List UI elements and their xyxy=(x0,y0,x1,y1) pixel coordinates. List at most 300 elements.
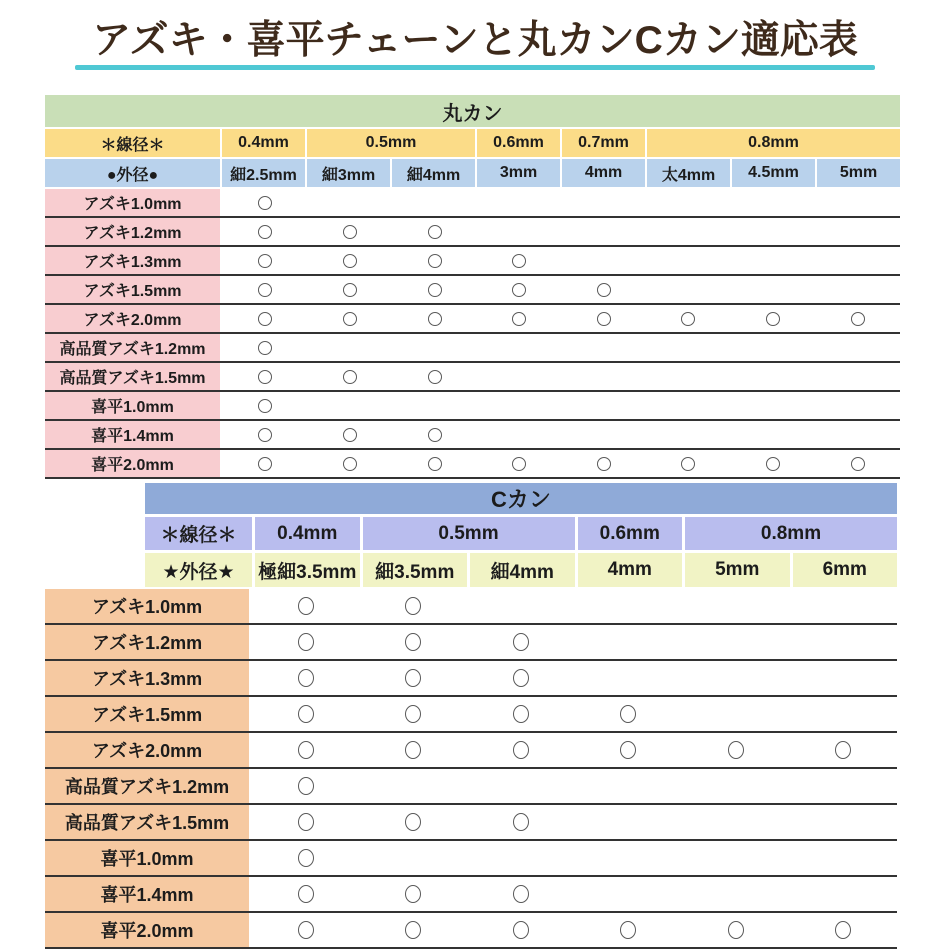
maru-kan-cell xyxy=(392,392,477,419)
c-kan-cell xyxy=(790,769,898,803)
maru-kan-cell xyxy=(223,189,308,216)
c-kan-cell xyxy=(790,589,898,623)
compat-mark-circle-icon xyxy=(513,813,529,831)
compat-mark-circle-icon xyxy=(298,813,314,831)
compat-mark-circle-icon xyxy=(298,921,314,939)
compat-mark-circle-icon xyxy=(681,457,695,471)
c-kan-outer-cell: 5mm xyxy=(685,553,790,587)
maru-kan-outer-cell: 4.5mm xyxy=(732,159,815,187)
maru-kan-row-cells xyxy=(223,189,900,216)
compat-mark-circle-icon xyxy=(298,741,314,759)
c-kan-cell xyxy=(682,769,790,803)
maru-kan-row-label: 高品質アズキ1.2mm xyxy=(45,334,220,361)
compat-mark-circle-icon xyxy=(405,705,421,723)
c-kan-cell xyxy=(360,841,468,875)
maru-kan-row-cells xyxy=(223,276,900,303)
maru-kan-outer-cell: 細4mm xyxy=(392,159,475,187)
maru-kan-cell xyxy=(815,450,900,477)
compat-mark-circle-icon xyxy=(597,283,611,297)
compat-mark-circle-icon xyxy=(766,312,780,326)
compat-mark-circle-icon xyxy=(298,705,314,723)
maru-kan-cell xyxy=(477,421,562,448)
maru-kan-row-cells xyxy=(223,247,900,274)
compat-mark-circle-icon xyxy=(428,428,442,442)
compat-mark-circle-icon xyxy=(343,225,357,239)
maru-kan-cell xyxy=(731,334,816,361)
c-kan-wire-label: ＊線径＊ xyxy=(145,517,252,550)
c-kan-cell xyxy=(360,661,468,695)
maru-kan-row-label: アズキ1.3mm xyxy=(45,247,220,274)
c-kan-outer-label: ★外径★ xyxy=(145,553,252,587)
compat-mark-circle-icon xyxy=(343,370,357,384)
c-kan-wire-diameter-row xyxy=(145,517,897,550)
maru-kan-cell xyxy=(562,218,647,245)
compat-mark-circle-icon xyxy=(835,921,851,939)
c-kan-row-cells xyxy=(252,625,897,659)
maru-kan-cell xyxy=(223,305,308,332)
maru-kan-row-cells xyxy=(223,363,900,390)
c-kan-cell xyxy=(467,589,575,623)
compat-mark-circle-icon xyxy=(258,428,272,442)
maru-kan-cell xyxy=(815,363,900,390)
c-kan-cell xyxy=(360,805,468,839)
c-kan-cell xyxy=(575,625,683,659)
c-kan-cell xyxy=(575,805,683,839)
maru-kan-cell xyxy=(223,363,308,390)
maru-kan-cell xyxy=(815,392,900,419)
c-kan-outer-cell: 極細3.5mm xyxy=(255,553,360,587)
c-kan-table-title: Cカン xyxy=(145,483,897,514)
c-kan-cell xyxy=(575,877,683,911)
compat-mark-circle-icon xyxy=(258,196,272,210)
compat-mark-circle-icon xyxy=(681,312,695,326)
maru-kan-wire-label: ＊線径＊ xyxy=(45,129,220,157)
maru-kan-cell xyxy=(562,392,647,419)
maru-kan-cell xyxy=(308,276,393,303)
maru-kan-cell xyxy=(562,276,647,303)
maru-kan-cell xyxy=(308,218,393,245)
c-kan-wire-cell: 0.4mm xyxy=(255,517,360,550)
maru-kan-row xyxy=(45,305,900,334)
c-kan-cell xyxy=(360,913,468,947)
maru-kan-cell xyxy=(731,363,816,390)
c-kan-row-cells xyxy=(252,877,897,911)
maru-kan-cell xyxy=(477,305,562,332)
c-kan-row xyxy=(45,625,897,661)
maru-kan-row-cells xyxy=(223,421,900,448)
maru-kan-cell xyxy=(308,363,393,390)
maru-kan-outer-cell: 4mm xyxy=(562,159,645,187)
maru-kan-row-cells xyxy=(223,305,900,332)
compat-mark-circle-icon xyxy=(405,633,421,651)
compat-mark-circle-icon xyxy=(513,741,529,759)
compat-mark-circle-icon xyxy=(343,428,357,442)
compat-mark-circle-icon xyxy=(428,283,442,297)
c-kan-cell xyxy=(252,841,360,875)
c-kan-cell xyxy=(575,697,683,731)
compat-mark-circle-icon xyxy=(298,669,314,687)
maru-kan-row xyxy=(45,247,900,276)
compat-mark-circle-icon xyxy=(258,370,272,384)
maru-kan-cell xyxy=(392,218,477,245)
maru-kan-row-cells xyxy=(223,392,900,419)
maru-kan-cell xyxy=(731,218,816,245)
maru-kan-cell xyxy=(815,305,900,332)
c-kan-cell xyxy=(467,769,575,803)
c-kan-cell xyxy=(790,913,898,947)
maru-kan-row xyxy=(45,334,900,363)
compat-mark-circle-icon xyxy=(512,312,526,326)
c-kan-outer-cell: 細4mm xyxy=(470,553,575,587)
maru-kan-cell xyxy=(392,189,477,216)
maru-kan-cell xyxy=(731,392,816,419)
c-kan-cell xyxy=(252,805,360,839)
maru-kan-cell xyxy=(223,247,308,274)
c-kan-row-label: 高品質アズキ1.5mm xyxy=(45,805,249,839)
compat-mark-circle-icon xyxy=(512,254,526,268)
maru-kan-row-label: アズキ1.2mm xyxy=(45,218,220,245)
compat-mark-circle-icon xyxy=(298,633,314,651)
maru-kan-cell xyxy=(223,334,308,361)
maru-kan-cell xyxy=(562,305,647,332)
c-kan-row-cells xyxy=(252,913,897,947)
compat-mark-circle-icon xyxy=(428,457,442,471)
c-kan-wire-cell: 0.5mm xyxy=(363,517,575,550)
maru-kan-cell xyxy=(392,334,477,361)
c-kan-cell xyxy=(575,589,683,623)
c-kan-cell xyxy=(467,805,575,839)
c-kan-row-label: アズキ1.3mm xyxy=(45,661,249,695)
c-kan-cell xyxy=(360,733,468,767)
maru-kan-row xyxy=(45,276,900,305)
compat-mark-circle-icon xyxy=(258,312,272,326)
maru-kan-row-label: 喜平2.0mm xyxy=(45,450,220,477)
c-kan-cell xyxy=(682,697,790,731)
maru-kan-outer-cell: 細3mm xyxy=(307,159,390,187)
maru-kan-cell xyxy=(308,334,393,361)
maru-kan-cell xyxy=(477,218,562,245)
maru-kan-wire-diameter-row xyxy=(45,129,900,157)
maru-kan-wire-cell: 0.5mm xyxy=(307,129,475,157)
c-kan-cell xyxy=(682,661,790,695)
compat-mark-circle-icon xyxy=(405,885,421,903)
c-kan-row-cells xyxy=(252,697,897,731)
maru-kan-cell xyxy=(308,421,393,448)
compat-mark-circle-icon xyxy=(428,254,442,268)
c-kan-cell xyxy=(360,877,468,911)
c-kan-cell xyxy=(790,625,898,659)
compat-mark-circle-icon xyxy=(428,370,442,384)
compat-mark-circle-icon xyxy=(513,669,529,687)
c-kan-cell xyxy=(790,877,898,911)
c-kan-cell xyxy=(252,661,360,695)
c-kan-row xyxy=(45,877,897,913)
maru-kan-cell xyxy=(646,421,731,448)
maru-kan-cell xyxy=(562,363,647,390)
c-kan-table-header xyxy=(145,483,897,587)
maru-kan-table-title: 丸カン xyxy=(45,95,900,127)
compat-mark-circle-icon xyxy=(298,849,314,867)
compat-mark-circle-icon xyxy=(513,885,529,903)
maru-kan-row-label: アズキ1.5mm xyxy=(45,276,220,303)
maru-kan-cell xyxy=(646,218,731,245)
compat-mark-circle-icon xyxy=(298,777,314,795)
compat-mark-circle-icon xyxy=(620,705,636,723)
maru-kan-table xyxy=(45,95,900,479)
compat-mark-circle-icon xyxy=(851,312,865,326)
maru-kan-cell xyxy=(392,247,477,274)
maru-kan-cell xyxy=(815,421,900,448)
maru-kan-cell xyxy=(477,189,562,216)
maru-kan-row-label: アズキ1.0mm xyxy=(45,189,220,216)
c-kan-cell xyxy=(467,733,575,767)
maru-kan-cell xyxy=(477,247,562,274)
compat-mark-circle-icon xyxy=(835,741,851,759)
maru-kan-cell xyxy=(223,276,308,303)
c-kan-cell xyxy=(467,661,575,695)
c-kan-cell xyxy=(467,913,575,947)
maru-kan-row xyxy=(45,218,900,247)
compat-mark-circle-icon xyxy=(620,741,636,759)
c-kan-row xyxy=(45,913,897,949)
title-underline xyxy=(75,65,875,70)
maru-kan-cell xyxy=(646,247,731,274)
c-kan-row xyxy=(45,661,897,697)
maru-kan-cell xyxy=(223,421,308,448)
compat-mark-circle-icon xyxy=(258,225,272,239)
compat-mark-circle-icon xyxy=(258,341,272,355)
maru-kan-row-label: 高品質アズキ1.5mm xyxy=(45,363,220,390)
maru-kan-row-label: アズキ2.0mm xyxy=(45,305,220,332)
maru-kan-cell xyxy=(223,450,308,477)
compat-mark-circle-icon xyxy=(513,921,529,939)
c-kan-row-cells xyxy=(252,661,897,695)
maru-kan-row-cells xyxy=(223,334,900,361)
compat-mark-circle-icon xyxy=(258,254,272,268)
maru-kan-cell xyxy=(815,276,900,303)
compat-mark-circle-icon xyxy=(258,283,272,297)
c-kan-cell xyxy=(360,625,468,659)
compat-mark-circle-icon xyxy=(513,705,529,723)
c-kan-cell xyxy=(252,913,360,947)
c-kan-cell xyxy=(575,733,683,767)
compat-mark-circle-icon xyxy=(428,225,442,239)
compat-mark-circle-icon xyxy=(620,921,636,939)
maru-kan-cell xyxy=(731,450,816,477)
c-kan-cell xyxy=(467,697,575,731)
c-kan-cell xyxy=(252,589,360,623)
c-kan-cell xyxy=(682,841,790,875)
maru-kan-cell xyxy=(223,392,308,419)
page-title: アズキ・喜平チェーンと丸カンCカン適応表 xyxy=(92,19,858,62)
c-kan-cell xyxy=(790,697,898,731)
maru-kan-cell xyxy=(477,276,562,303)
maru-kan-row xyxy=(45,450,900,479)
maru-kan-cell xyxy=(308,392,393,419)
maru-kan-wire-cell: 0.4mm xyxy=(222,129,305,157)
c-kan-row-cells xyxy=(252,769,897,803)
maru-kan-cell xyxy=(562,450,647,477)
maru-kan-row-label: 喜平1.4mm xyxy=(45,421,220,448)
compat-mark-circle-icon xyxy=(728,741,744,759)
c-kan-cell xyxy=(360,769,468,803)
compat-mark-circle-icon xyxy=(405,813,421,831)
c-kan-row-label: 喜平1.0mm xyxy=(45,841,249,875)
maru-kan-outer-cell: 5mm xyxy=(817,159,900,187)
compat-mark-circle-icon xyxy=(428,312,442,326)
c-kan-row xyxy=(45,805,897,841)
compat-mark-circle-icon xyxy=(343,457,357,471)
c-kan-cell xyxy=(252,877,360,911)
c-kan-cell xyxy=(682,877,790,911)
maru-kan-outer-cell: 細2.5mm xyxy=(222,159,305,187)
maru-kan-cell xyxy=(477,363,562,390)
c-kan-cell xyxy=(252,625,360,659)
maru-kan-cell xyxy=(308,305,393,332)
maru-kan-row xyxy=(45,392,900,421)
maru-kan-cell xyxy=(477,450,562,477)
compat-mark-circle-icon xyxy=(343,312,357,326)
c-kan-wire-cell: 0.8mm xyxy=(685,517,897,550)
c-kan-outer-cell: 細3.5mm xyxy=(363,553,468,587)
maru-kan-body xyxy=(45,189,900,479)
c-kan-cell xyxy=(252,733,360,767)
c-kan-cell xyxy=(360,697,468,731)
maru-kan-cell xyxy=(731,189,816,216)
c-kan-row-label: 喜平2.0mm xyxy=(45,913,249,947)
c-kan-row-label: 喜平1.4mm xyxy=(45,877,249,911)
c-kan-cell xyxy=(682,913,790,947)
c-kan-cell xyxy=(575,661,683,695)
maru-kan-cell xyxy=(646,334,731,361)
maru-kan-cell xyxy=(646,392,731,419)
c-kan-row-cells xyxy=(252,841,897,875)
maru-kan-cell xyxy=(392,363,477,390)
maru-kan-cell xyxy=(477,334,562,361)
compat-mark-circle-icon xyxy=(405,741,421,759)
maru-kan-row-cells xyxy=(223,450,900,477)
maru-kan-cell xyxy=(392,276,477,303)
c-kan-cell xyxy=(252,769,360,803)
maru-kan-row xyxy=(45,421,900,450)
c-kan-cell xyxy=(790,841,898,875)
c-kan-body xyxy=(45,589,897,949)
maru-kan-outer-label: ●外径● xyxy=(45,159,220,187)
maru-kan-cell xyxy=(646,189,731,216)
maru-kan-cell xyxy=(308,247,393,274)
maru-kan-cell xyxy=(646,305,731,332)
c-kan-cell xyxy=(360,589,468,623)
maru-kan-row-cells xyxy=(223,218,900,245)
c-kan-row xyxy=(45,733,897,769)
maru-kan-cell xyxy=(731,305,816,332)
compat-mark-circle-icon xyxy=(343,283,357,297)
compat-mark-circle-icon xyxy=(405,597,421,615)
compat-mark-circle-icon xyxy=(343,254,357,268)
c-kan-row-cells xyxy=(252,733,897,767)
maru-kan-cell xyxy=(731,276,816,303)
c-kan-row-label: アズキ1.2mm xyxy=(45,625,249,659)
compat-mark-circle-icon xyxy=(597,312,611,326)
c-kan-cell xyxy=(252,697,360,731)
c-kan-row-cells xyxy=(252,805,897,839)
maru-kan-cell xyxy=(646,276,731,303)
maru-kan-cell xyxy=(392,305,477,332)
c-kan-cell xyxy=(790,733,898,767)
c-kan-row xyxy=(45,769,897,805)
maru-kan-cell xyxy=(392,450,477,477)
c-kan-cell xyxy=(467,877,575,911)
c-kan-cell xyxy=(682,589,790,623)
maru-kan-cell xyxy=(477,392,562,419)
c-kan-row xyxy=(45,697,897,733)
maru-kan-outer-diameter-row xyxy=(45,159,900,187)
maru-kan-cell xyxy=(815,334,900,361)
compat-mark-circle-icon xyxy=(597,457,611,471)
maru-kan-wire-cell: 0.8mm xyxy=(647,129,900,157)
maru-kan-cell xyxy=(815,189,900,216)
compat-mark-circle-icon xyxy=(728,921,744,939)
maru-kan-cell xyxy=(308,450,393,477)
compat-mark-circle-icon xyxy=(405,669,421,687)
c-kan-cell xyxy=(575,913,683,947)
c-kan-row xyxy=(45,841,897,877)
compat-mark-circle-icon xyxy=(405,921,421,939)
c-kan-cell xyxy=(467,625,575,659)
c-kan-outer-cell: 6mm xyxy=(793,553,898,587)
maru-kan-wire-cell: 0.6mm xyxy=(477,129,560,157)
compat-mark-circle-icon xyxy=(851,457,865,471)
maru-kan-cell xyxy=(562,421,647,448)
maru-kan-cell xyxy=(731,421,816,448)
maru-kan-cell xyxy=(223,218,308,245)
c-kan-wire-cell: 0.6mm xyxy=(578,517,683,550)
c-kan-row-label: 高品質アズキ1.2mm xyxy=(45,769,249,803)
compat-mark-circle-icon xyxy=(766,457,780,471)
compat-mark-circle-icon xyxy=(258,399,272,413)
c-kan-cell xyxy=(682,805,790,839)
compat-mark-circle-icon xyxy=(298,597,314,615)
maru-kan-cell xyxy=(562,247,647,274)
c-kan-outer-cell: 4mm xyxy=(578,553,683,587)
c-kan-cell xyxy=(467,841,575,875)
c-kan-row-label: アズキ2.0mm xyxy=(45,733,249,767)
c-kan-outer-diameter-row xyxy=(145,553,897,587)
c-kan-cell xyxy=(682,625,790,659)
maru-kan-outer-cell: 太4mm xyxy=(647,159,730,187)
c-kan-cell xyxy=(575,769,683,803)
c-kan-row-cells xyxy=(252,589,897,623)
compat-mark-circle-icon xyxy=(513,633,529,651)
maru-kan-row xyxy=(45,189,900,218)
maru-kan-cell xyxy=(731,247,816,274)
maru-kan-cell xyxy=(815,247,900,274)
title-block xyxy=(0,18,950,70)
maru-kan-cell xyxy=(562,189,647,216)
compat-mark-circle-icon xyxy=(512,457,526,471)
c-kan-row xyxy=(45,589,897,625)
maru-kan-cell xyxy=(392,421,477,448)
c-kan-cell xyxy=(790,805,898,839)
c-kan-row-label: アズキ1.0mm xyxy=(45,589,249,623)
compat-mark-circle-icon xyxy=(512,283,526,297)
maru-kan-wire-cell: 0.7mm xyxy=(562,129,645,157)
c-kan-cell xyxy=(790,661,898,695)
maru-kan-outer-cell: 3mm xyxy=(477,159,560,187)
maru-kan-cell xyxy=(646,363,731,390)
compat-mark-circle-icon xyxy=(258,457,272,471)
maru-kan-row xyxy=(45,363,900,392)
